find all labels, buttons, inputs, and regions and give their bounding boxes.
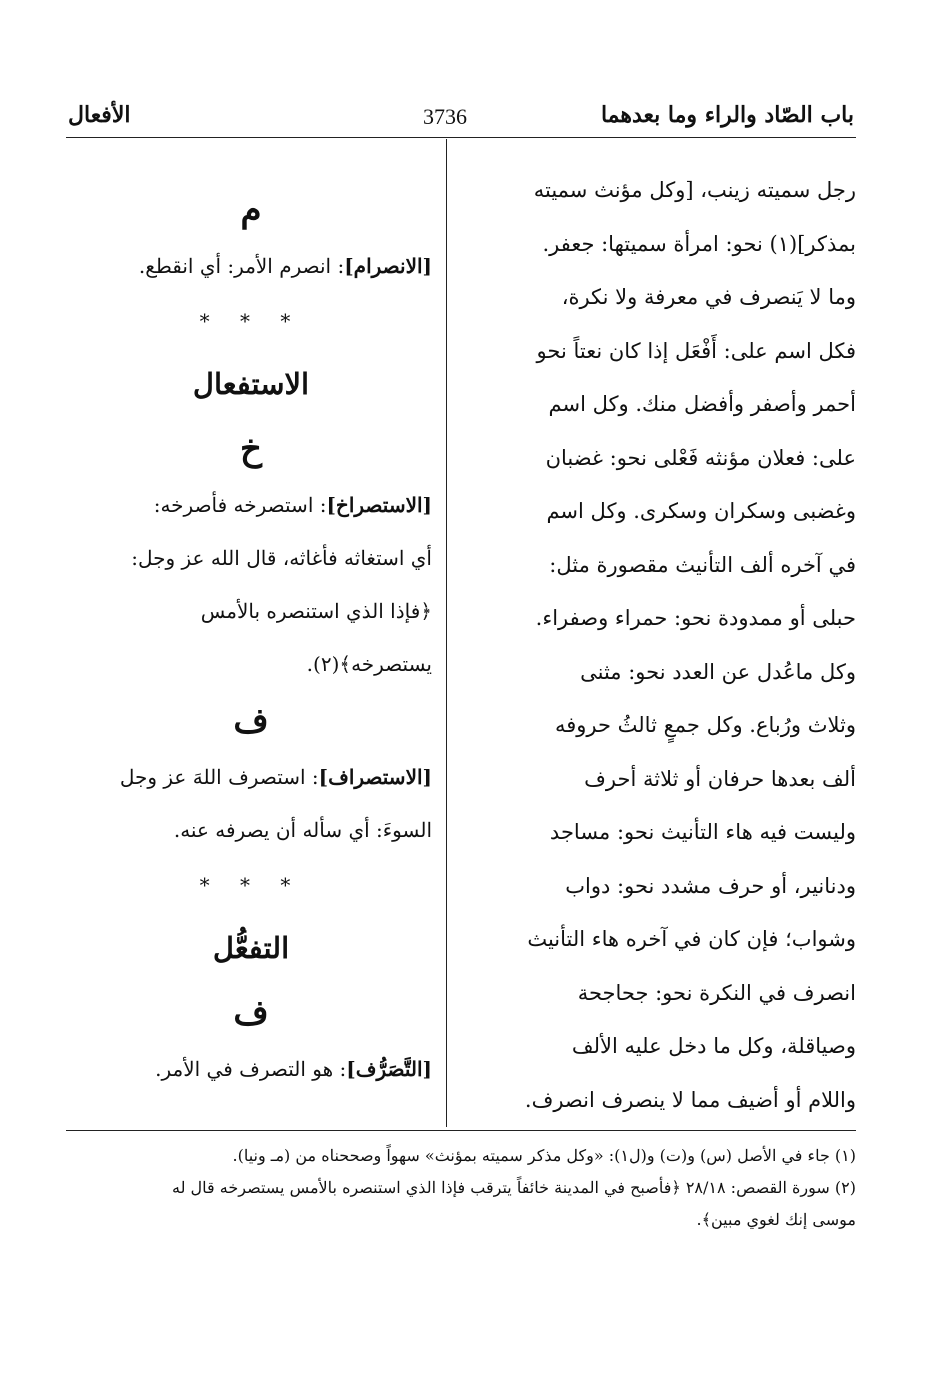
right-column	[458, 164, 856, 1127]
letter-heading-fa: ف	[233, 701, 269, 741]
text-line: حبلى أو ممدودة نحو: حمراء وصفراء.	[535, 606, 856, 630]
text-line: وشواب؛ فإن كان في آخره هاء التأنيث	[527, 927, 856, 951]
text-line: ألف بعدها حرفان أو ثلاثة أحرف	[584, 766, 856, 791]
entry-tasarruf	[70, 1043, 432, 1096]
text-line: ودنانير، أو حرف مشدد نحو: دواب	[565, 873, 856, 898]
text-line: وثلاث ورُباع. وكل جمعٍ ثالثُ حروفه	[554, 713, 856, 737]
entry-term: [التَّصَرُّف]	[346, 1057, 432, 1081]
footnote-2-continued: موسى إنك لغوي مبين﴾.	[696, 1210, 856, 1229]
entry-definition: : استصرخه فأصرخه:	[153, 493, 327, 517]
chapter-heading-tafaul: التفعُّل	[212, 931, 290, 965]
text-line: في آخره ألف التأنيث مقصورة مثل:	[549, 552, 856, 577]
quran-quote-line: يستصرخه﴾(٢).	[306, 652, 432, 676]
entry-definition: : هو التصرف في الأمر.	[155, 1057, 347, 1081]
text-line: فكل اسم على: أَفْعَل إذا كان نعتاً نحو	[536, 338, 856, 363]
entry-definition: : انصرم الأمر: أي انقطع.	[138, 254, 345, 278]
text-line: وما لا يَنصرف في معرفة ولا نكرة،	[561, 285, 856, 309]
entry-term: [الانصرام]	[344, 254, 432, 278]
left-column	[70, 180, 432, 1096]
text-line: وصياقلة، وكل ما دخل عليه الألف	[571, 1034, 856, 1058]
text-line: انصرف في النكرة نحو: جحاجحة	[577, 980, 856, 1005]
section-separator: * * *	[199, 873, 303, 897]
entry-term: [الاستصراخ]	[326, 493, 432, 517]
entry-line: السوءَ: أي سأله أن يصرفه عنه.	[173, 818, 432, 842]
page-number: 3736	[423, 104, 467, 129]
text-line: بمذكر](١) نحو: امرأة سميتها: جعفر.	[542, 231, 856, 256]
entry-definition: : استصرف اللهَ عز وجل	[119, 765, 319, 789]
chapter-heading-istifal: الاستفعال	[192, 367, 310, 401]
entry-istisrakh	[70, 479, 432, 532]
footnotes	[66, 1140, 856, 1236]
text-line: أحمر وأصفر وأفضل منك. وكل اسم	[548, 392, 856, 416]
letter-heading-kha: خ	[240, 429, 262, 469]
quran-quote-line: ﴿فإذا الذي استنصره بالأمس	[200, 599, 432, 623]
footnote-2: (٢) سورة القصص: ٢٨/١٨ ﴿فأصبح في المدينة خائفاً يترقب فإذا الذي استنصره بالأمس يستصرخه قال له	[172, 1178, 856, 1197]
column-divider	[446, 139, 447, 1127]
text-line: رجل سميته زينب، [وكل مؤنث سميته	[533, 178, 856, 202]
section-separator: * * *	[199, 309, 303, 333]
entry-istisraf	[70, 751, 432, 804]
page-header	[68, 96, 854, 136]
entry-line: أي استغاثه فأغاثه، قال الله عز وجل:	[131, 546, 432, 570]
text-line: وغضبى وسكران وسكرى. وكل اسم	[546, 499, 856, 523]
letter-heading-fa: ف	[233, 993, 269, 1033]
entry-insiram	[70, 240, 432, 293]
footnote-1: (١) جاء في الأصل (س) و(ت) و(ل١): «وكل مذكر سميته بمؤنث» سهواً وصححناه من (مـ ونيا).	[232, 1146, 856, 1165]
text-line: وكل ماعُدل عن العدد نحو: مثنى	[580, 659, 856, 684]
text-line: واللام أو أضيف مما لا ينصرف انصرف.	[524, 1087, 856, 1112]
running-head-chapter: باب الصّاد والراء وما بعدهما	[600, 102, 854, 128]
letter-heading-mim: م	[240, 190, 262, 230]
running-head-section: الأفعال	[68, 102, 131, 128]
entry-term: [الاستصراف]	[318, 765, 432, 789]
footnote-rule	[66, 1130, 856, 1131]
text-line: وليست فيه هاء التأنيث نحو: مساجد	[549, 820, 856, 844]
header-rule	[66, 137, 856, 138]
text-line: على: فعلان مؤنثه فَعْلى نحو: غضبان	[545, 445, 856, 470]
